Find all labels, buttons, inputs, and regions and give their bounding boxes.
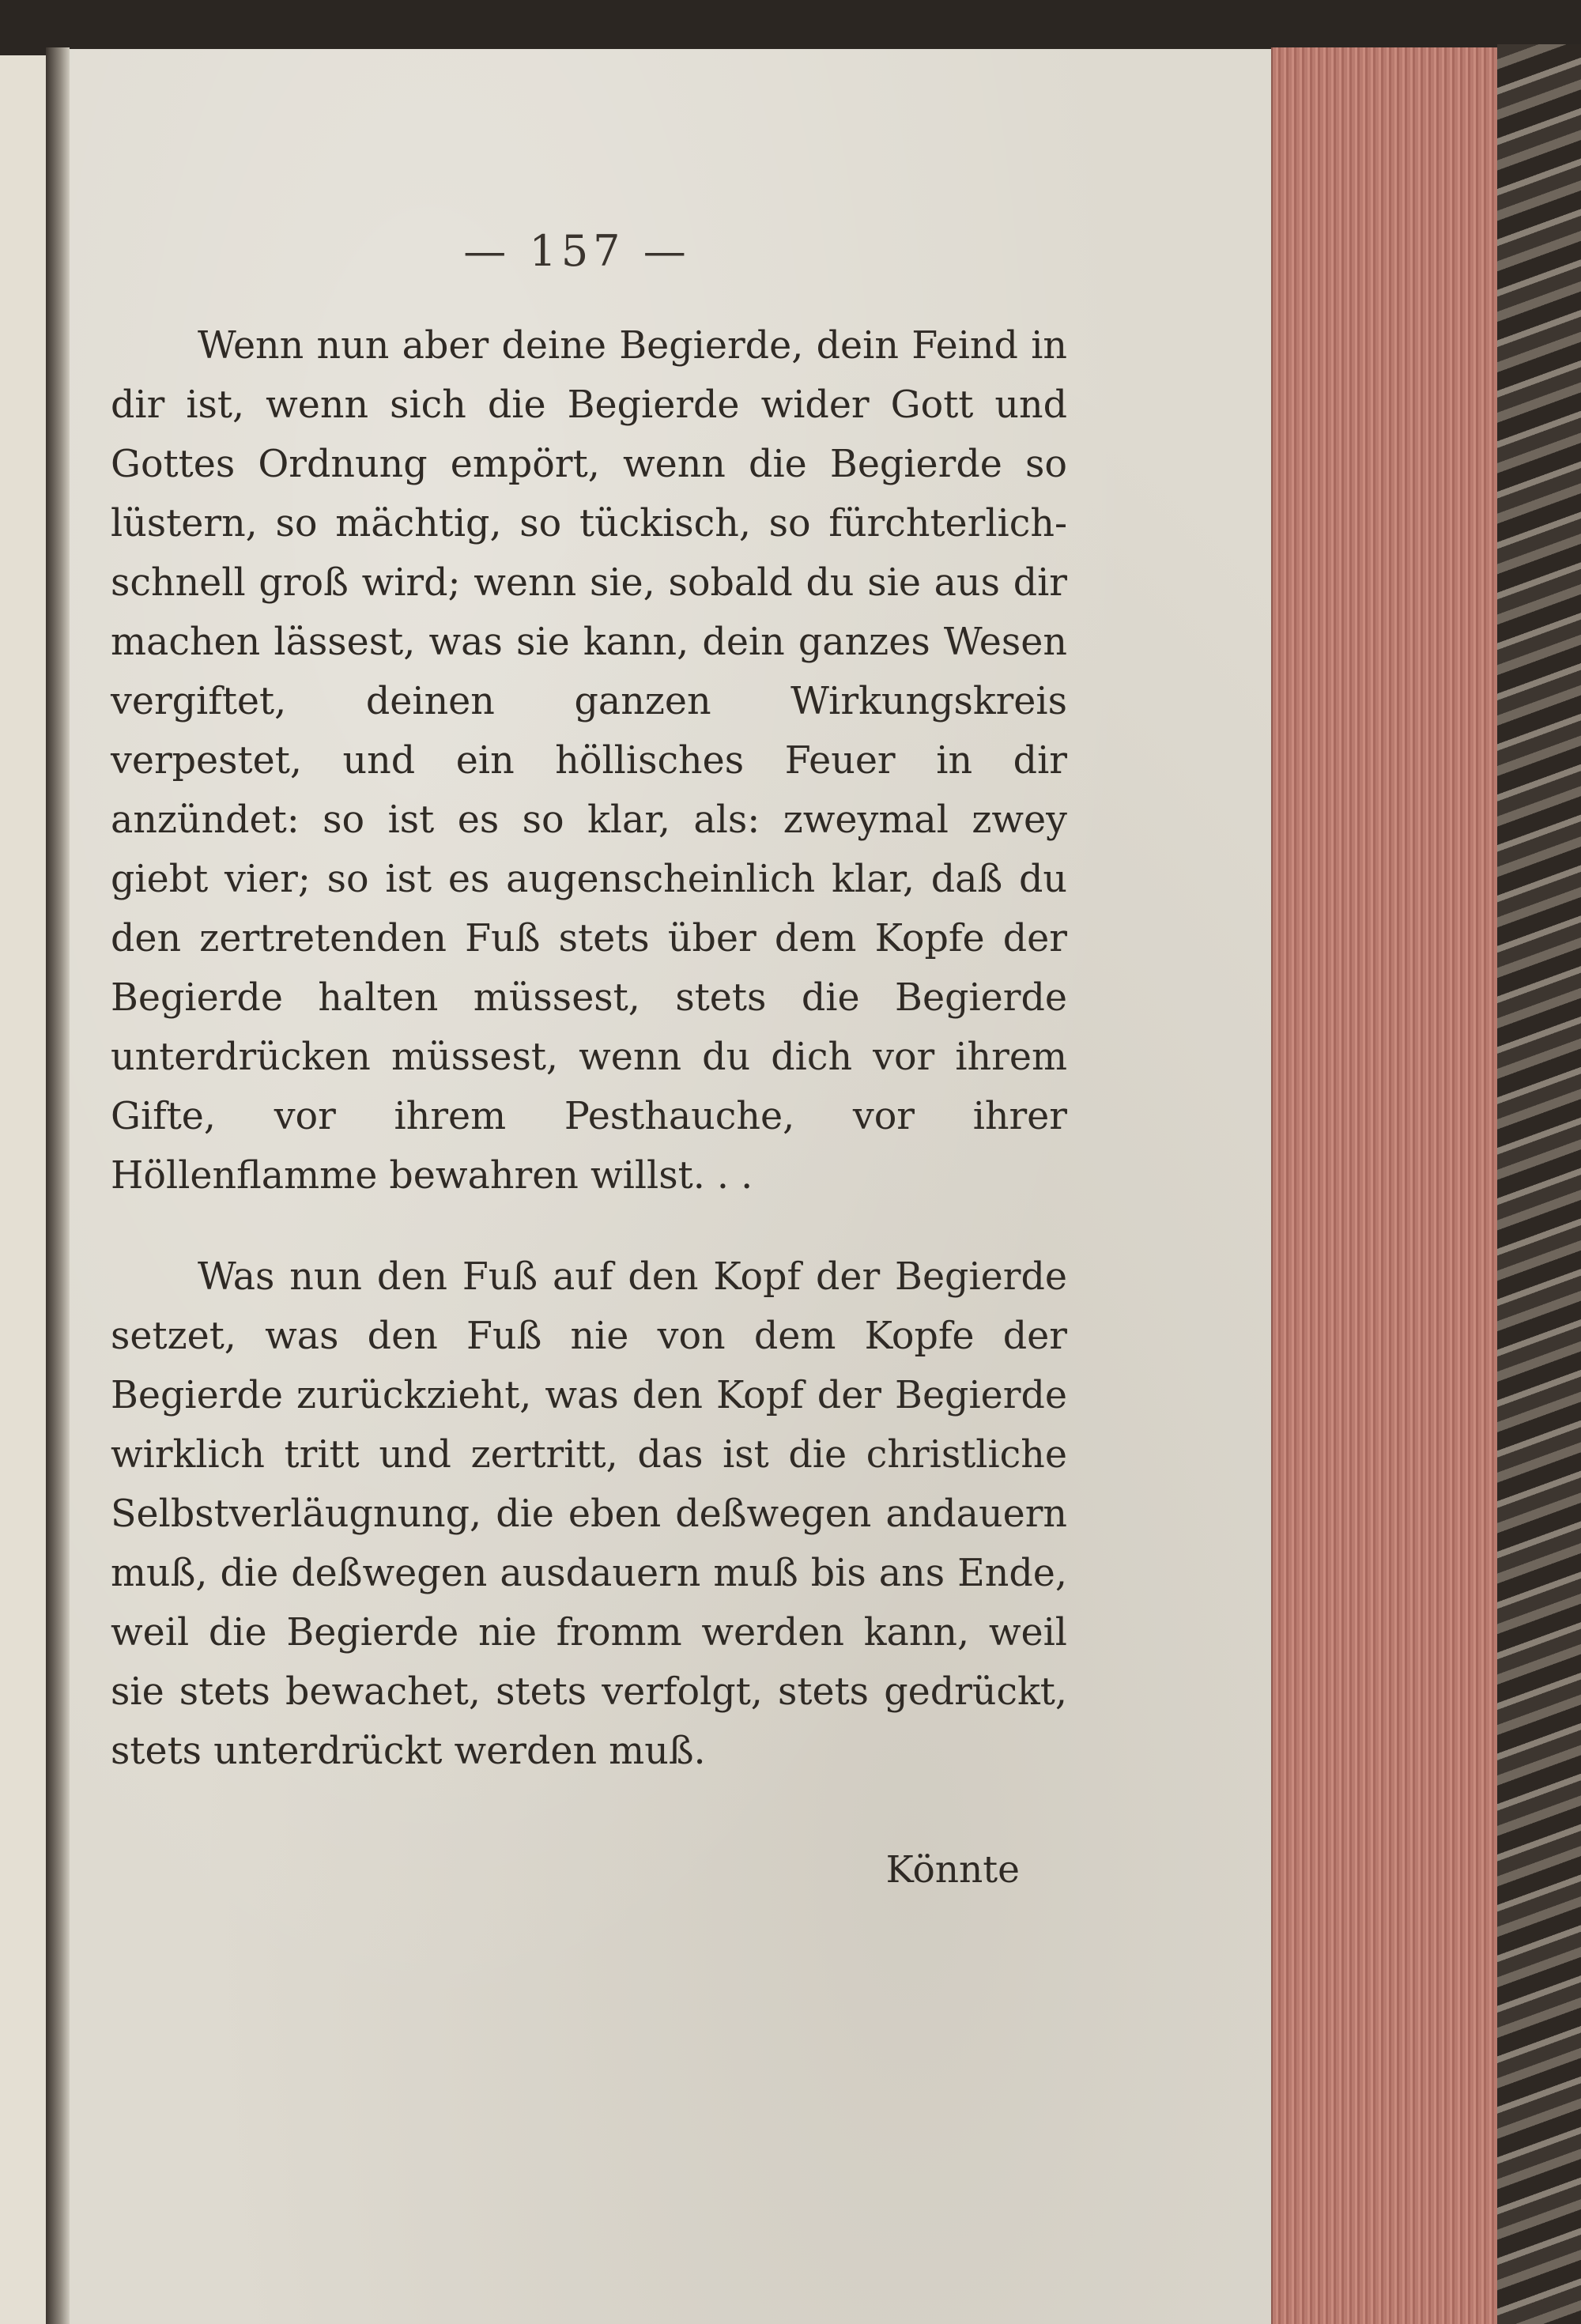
book-cover-marbled [1497, 44, 1581, 2324]
paragraph-2 [111, 1247, 1067, 1781]
page-edges [1271, 47, 1499, 2324]
catchword: Könnte [885, 1848, 1020, 1892]
paragraph-text: Was nun den Fuß auf den Kopf der Begierde setzet, was den Fuß nie von dem Kopfe der Begierde zurückzieht, was den Kopf der Begierde wirklich tritt und zertritt, das ist die christliche Selbstverläugnung, die eben deßwegen andauern muß, die deßwegen ausdauern muß bis ans Ende, weil die Begierde nie fromm werden kann, weil sie stets bewachet, stets verfolgt, stets gedrückt, stets unterdrückt werden muß. [111, 1255, 1067, 1773]
book-gutter [46, 47, 70, 2324]
paragraph-text: Wenn nun aber deine Begierde, dein Feind in dir ist, wenn sich die Begierde wider Gott und Gottes Ordnung empört, wenn die Begierde so lüstern, so mächtig, so tückisch, so fürchterlich-schnell groß wird; wenn sie, sobald du sie aus dir machen lässest, was sie kann, dein ganzes Wesen vergiftet, deinen ganzen Wirkungskreis verpestet, und ein höllisches Feuer in dir anzündet: so ist es so klar, als: zweymal zwey giebt vier; so ist es augenscheinlich klar, daß du den zertretenden Fuß stets über dem Kopfe der Begierde halten müssest, stets die Begierde unterdrücken müssest, wenn du dich vor ihrem Gifte, vor ihrem Pesthauche, vor ihrer Höllenflamme bewahren willst. . . [111, 324, 1067, 1198]
facing-page-edge [0, 55, 48, 2324]
page-number: — 157 — [463, 226, 691, 276]
paragraph-1 [111, 316, 1067, 1205]
